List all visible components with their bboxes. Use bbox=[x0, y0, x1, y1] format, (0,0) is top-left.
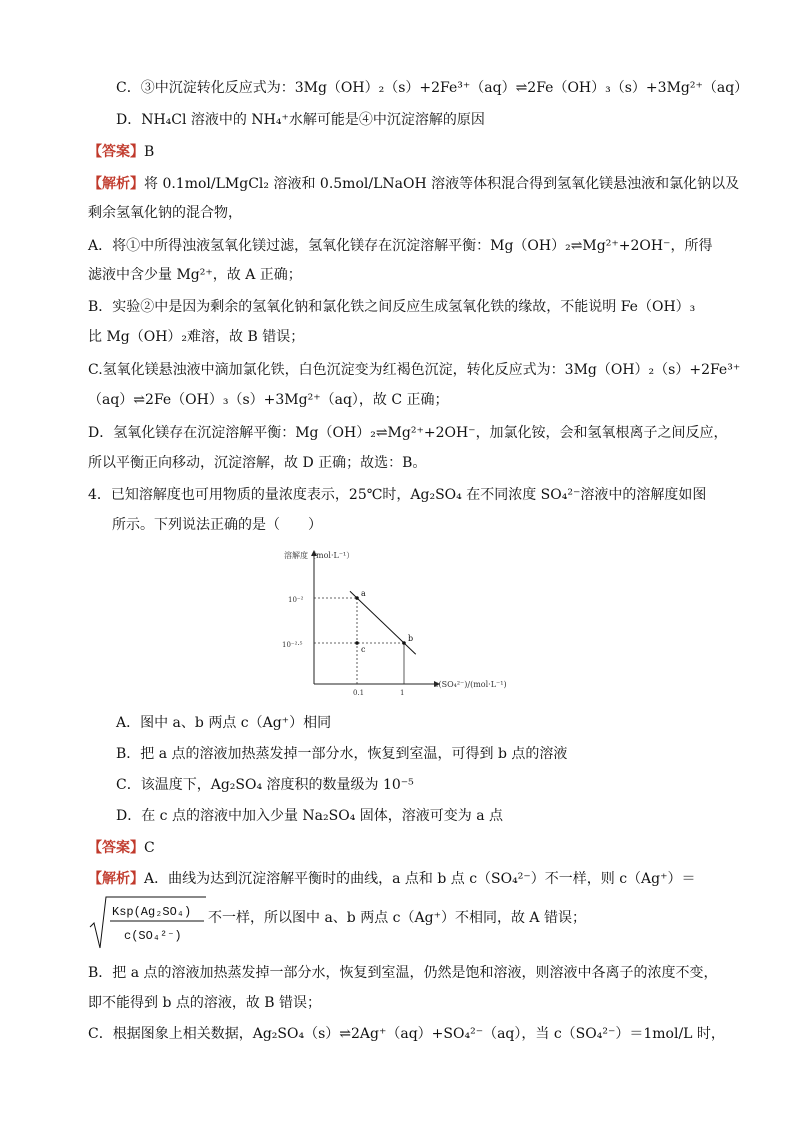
analysis-text: 将 0.1mol/LMgCl₂ 溶液和 0.5mol/LNaOH 溶液等体积混合得到氢氧化镁悬浊液和氯化钠以及 bbox=[144, 176, 740, 192]
q3-analysis-b-2: 比 Mg（OH）₂难溶，故 B 错误； bbox=[88, 329, 305, 345]
q3-option-d: D．NH₄Cl 溶液中的 NH₄⁺水解可能是④中沉淀溶解的原因 bbox=[116, 112, 485, 128]
q3-analysis-b-1: B．实验②中是因为剩余的氢氧化钠和氯化铁之间反应生成氢氧化铁的缘故，不能说明 Fe（OH）₃ bbox=[88, 299, 696, 315]
q4-option-b: B．把 a 点的溶液加热蒸发掉一部分水，恢复到室温，可得到 b 点的溶液 bbox=[116, 746, 568, 762]
x-tick-label-1: 1 bbox=[400, 689, 405, 696]
q4-option-a: A．图中 a、b 两点 c（Ag⁺）相同 bbox=[116, 715, 332, 731]
analysis-tag: 【解析】 bbox=[88, 176, 144, 192]
q4-analysis-b-1: B．把 a 点的溶液加热蒸发掉一部分水，恢复到室温，仍然是饱和溶液，则溶液中各离子的浓度不变， bbox=[88, 965, 718, 981]
q4-analysis-a-2: 不一样，所以图中 a、b 两点 c（Ag⁺）不相同，故 A 错误； bbox=[208, 910, 586, 926]
answer-tag: 【答案】 bbox=[88, 144, 144, 160]
point-label-a: a bbox=[361, 589, 366, 598]
point-b bbox=[402, 641, 406, 645]
q3-analysis-d-2: 所以平衡正向移动，沉淀溶解，故 D 正确；故选：B。 bbox=[88, 455, 427, 471]
q3-answer bbox=[88, 142, 154, 162]
x-axis-label: c(SO₄²⁻)/(mol·L⁻¹) bbox=[434, 680, 507, 689]
analysis-tag: 【解析】 bbox=[88, 871, 144, 887]
q3-analysis-intro-2: 剩余氢氧化钠的混合物， bbox=[88, 205, 242, 221]
q4-stem-1: 4．已知溶解度也可用物质的量浓度表示，25℃时，Ag₂SO₄ 在不同浓度 SO₄²⁻溶液中的溶解度如图 bbox=[88, 487, 707, 503]
y-tick-label-0: 10⁻² bbox=[288, 596, 304, 604]
y-tick-label-1: 10⁻²·⁵ bbox=[282, 641, 303, 649]
fraction-numerator: Ksp(Ag₂SO₄) bbox=[112, 905, 192, 919]
answer-tag: 【答案】 bbox=[88, 840, 144, 856]
q3-analysis-intro bbox=[88, 174, 739, 194]
q3-analysis-c-1: C.氢氧化镁悬浊液中滴加氯化铁，白色沉淀变为红褐色沉淀，转化反应式为：3Mg（OH）₂（s）+2Fe³⁺ bbox=[88, 362, 741, 378]
q3-option-c: C．③中沉淀转化反应式为：3Mg（OH）₂（s）+2Fe³⁺（aq）⇌2Fe（OH）₃（s）+3Mg²⁺（aq） bbox=[116, 80, 749, 96]
q4-option-d: D．在 c 点的溶液中加入少量 Na₂SO₄ 固体，溶液可变为 a 点 bbox=[116, 808, 504, 824]
q3-analysis-a-1: A．将①中所得浊液氢氧化镁过滤，氢氧化镁存在沉淀溶解平衡：Mg（OH）₂⇌Mg²⁺+2OH⁻，所得 bbox=[88, 238, 713, 254]
point-a bbox=[355, 596, 359, 600]
answer-value: B bbox=[144, 144, 155, 160]
answer-value: C bbox=[144, 840, 155, 856]
q4-analysis-b-2: 即不能得到 b 点的溶液，故 B 错误； bbox=[88, 995, 322, 1011]
q4-stem-2: 所示。下列说法正确的是（ ） bbox=[112, 517, 322, 533]
point-c bbox=[355, 641, 359, 645]
sqrt-fraction bbox=[88, 893, 208, 951]
q4-analysis-a-1 bbox=[88, 869, 696, 889]
q3-analysis-a-2: 滤液中含少量 Mg²⁺，故 A 正确； bbox=[88, 267, 302, 283]
y-axis-label: 溶解度（mol·L⁻¹） bbox=[284, 551, 355, 560]
point-label-b: b bbox=[408, 634, 414, 643]
q3-analysis-d-1: D．氢氧化镁存在沉淀溶解平衡：Mg（OH）₂⇌Mg²⁺+2OH⁻，加氯化铵，会和氢氧根离子之间反应， bbox=[88, 425, 728, 441]
equilibrium-curve bbox=[350, 591, 416, 654]
q4-analysis-c-1: C．根据图象上相关数据，Ag₂SO₄（s）⇌2Ag⁺（aq）+SO₄²⁻（aq），当 c（SO₄²⁻）＝1mol/L 时， bbox=[88, 1026, 725, 1042]
fraction-denominator: c(SO₄²⁻) bbox=[124, 929, 182, 943]
x-tick-label-0: 0.1 bbox=[353, 689, 365, 696]
q4-answer bbox=[88, 838, 155, 858]
solubility-chart bbox=[262, 546, 532, 696]
q4-option-c: C．该温度下，Ag₂SO₄ 溶度积的数量级为 10⁻⁵ bbox=[116, 777, 414, 793]
analysis-text: A．曲线为达到沉淀溶解平衡时的曲线，a 点和 b 点 c（SO₄²⁻）不一样，则 c（Ag⁺）＝ bbox=[144, 871, 696, 887]
point-label-c: c bbox=[361, 645, 366, 654]
q3-analysis-c-2: （aq）⇌2Fe（OH）₃（s）+3Mg²⁺（aq），故 C 正确； bbox=[88, 392, 449, 408]
